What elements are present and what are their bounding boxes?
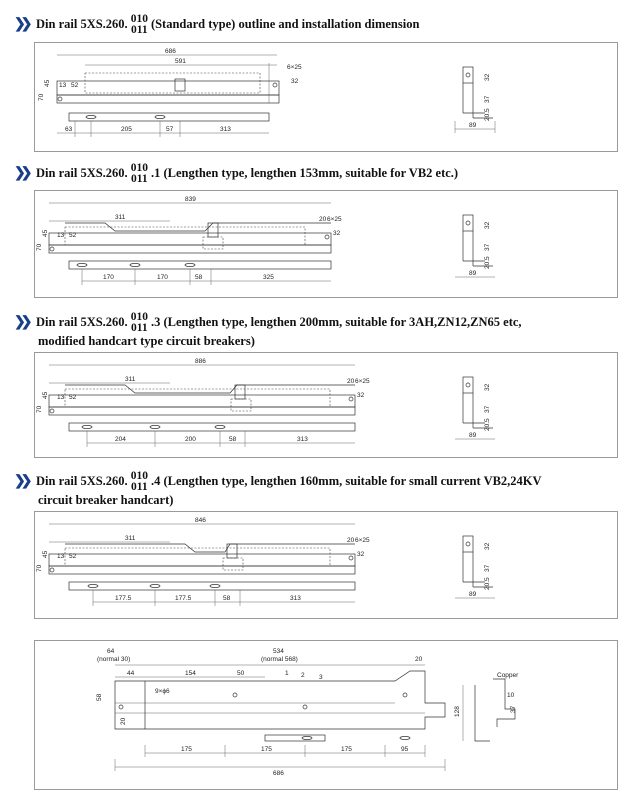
svg-text:311: 311: [125, 376, 136, 383]
svg-text:686: 686: [273, 770, 284, 777]
svg-text:1: 1: [285, 670, 289, 677]
section-1-heading: [14, 14, 419, 36]
svg-text:20.5: 20.5: [484, 577, 491, 590]
svg-text:20.5: 20.5: [484, 418, 491, 431]
svg-text:311: 311: [125, 535, 136, 542]
dim-h1: 70: [38, 93, 45, 101]
rail-drawing-1: [35, 43, 619, 153]
svg-text:20: 20: [120, 717, 127, 725]
dim-inner: 591: [175, 58, 186, 65]
svg-text:32: 32: [484, 542, 491, 550]
heading-prefix: Din rail 5XS.260.: [36, 16, 128, 31]
svg-text:70: 70: [36, 564, 43, 572]
svg-text:6×25: 6×25: [355, 378, 370, 385]
double-chevron-icon: ❯❯: [14, 314, 28, 330]
drawing-panel-bottom: [34, 640, 618, 790]
svg-text:20.5: 20.5: [484, 108, 491, 121]
dim-b4: 313: [220, 126, 231, 133]
svg-text:170: 170: [157, 274, 168, 281]
svg-text:(normal 30): (normal 30): [97, 656, 131, 663]
svg-text:128: 128: [454, 706, 461, 717]
dim-total: 686: [165, 48, 176, 55]
svg-text:9×ϕ6: 9×ϕ6: [155, 688, 170, 695]
svg-text:45: 45: [42, 229, 49, 237]
drawing-panel-1: [34, 42, 618, 152]
double-chevron-icon: ❯❯: [14, 165, 28, 181]
svg-text:200: 200: [185, 436, 196, 443]
drawing-panel-3: [34, 352, 618, 458]
svg-text:50: 50: [237, 670, 245, 677]
rail-drawing-4: [35, 512, 619, 620]
heading-title-line2: modified handcart type circuit breakers): [38, 334, 255, 348]
svg-text:37: 37: [484, 95, 491, 103]
dim-d2: 52: [71, 82, 79, 89]
dim-d1: 13: [59, 82, 67, 89]
dim-hole: 6×25: [287, 64, 302, 71]
svg-text:6×25: 6×25: [355, 537, 370, 544]
svg-text:58: 58: [195, 274, 203, 281]
svg-text:70: 70: [36, 405, 43, 413]
svg-text:175: 175: [341, 746, 352, 753]
svg-text:886: 886: [195, 358, 206, 365]
svg-text:313: 313: [290, 595, 301, 602]
svg-text:89: 89: [469, 432, 477, 439]
svg-text:45: 45: [42, 391, 49, 399]
section-4-heading: ❯❯ Din rail 5XS.260. 010 011 .4 (Lengthen type, lengthen 160mm, suitable for small current VB2,24KV circuit breaker handcart): [14, 470, 542, 507]
svg-text:37: 37: [510, 705, 517, 713]
svg-text:52: 52: [69, 232, 77, 239]
svg-text:175: 175: [261, 746, 272, 753]
svg-text:37: 37: [484, 405, 491, 413]
svg-text:20: 20: [347, 378, 355, 385]
svg-text:20: 20: [347, 537, 355, 544]
svg-text:175: 175: [181, 746, 192, 753]
svg-text:32: 32: [357, 392, 365, 399]
svg-text:44: 44: [127, 670, 135, 677]
heading-title: (Standard type) outline and installation dimension: [150, 16, 420, 31]
rail-drawing-3: [35, 353, 619, 459]
side-profile: [455, 377, 495, 439]
svg-text:37: 37: [484, 564, 491, 572]
side-profile: [455, 536, 495, 598]
heading-title-line2: circuit breaker handcart): [38, 493, 174, 507]
svg-text:2: 2: [301, 672, 305, 679]
svg-text:32: 32: [357, 551, 365, 558]
svg-text:58: 58: [223, 595, 231, 602]
svg-text:204: 204: [115, 436, 126, 443]
svg-text:32: 32: [484, 383, 491, 391]
svg-text:10: 10: [507, 692, 515, 699]
dim-b2: 205: [121, 126, 132, 133]
svg-text:6×25: 6×25: [327, 216, 342, 223]
dim-h2: 45: [44, 79, 51, 87]
svg-text:534: 534: [273, 648, 284, 655]
double-chevron-icon: ❯❯: [14, 473, 28, 489]
svg-text:20.5: 20.5: [484, 256, 491, 269]
side-profile: [455, 215, 495, 277]
svg-text:45: 45: [42, 550, 49, 558]
drawing-panel-2: [34, 190, 618, 298]
rail-drawing-2: [35, 191, 619, 299]
svg-text:Copper: Copper: [497, 672, 519, 679]
dim-b3: 57: [166, 126, 174, 133]
svg-text:3: 3: [319, 674, 323, 681]
svg-text:89: 89: [469, 122, 477, 129]
svg-text:32: 32: [484, 73, 491, 81]
svg-text:20: 20: [415, 656, 423, 663]
section-3-heading: ❯❯ Din rail 5XS.260. 010 011 .3 (Lengthen type, lengthen 200mm, suitable for 3AH,ZN12,ZN65 etc, modified handcart type circuit breakers): [14, 311, 522, 348]
svg-text:52: 52: [69, 394, 77, 401]
double-chevron-icon: ❯❯: [14, 16, 28, 32]
drawing-panel-4: [34, 511, 618, 619]
heading-fraction: 010 011: [130, 13, 148, 36]
heading-title: .4 (Lengthen type, lengthen 160mm, suitable for small current VB2,24KV: [150, 473, 542, 488]
svg-text:177.5: 177.5: [115, 595, 132, 602]
svg-text:58: 58: [96, 693, 103, 701]
svg-text:13: 13: [57, 553, 65, 560]
svg-text:89: 89: [469, 270, 477, 277]
svg-text:13: 13: [57, 232, 65, 239]
section-2-heading: ❯❯ Din rail 5XS.260. 010 011 .1 (Lengthen type, lengthen 153mm, suitable for VB2 etc.): [14, 162, 459, 185]
svg-text:95: 95: [401, 746, 409, 753]
svg-text:52: 52: [69, 553, 77, 560]
svg-text:839: 839: [185, 196, 196, 203]
svg-text:177.5: 177.5: [175, 595, 192, 602]
svg-text:170: 170: [103, 274, 114, 281]
svg-text:313: 313: [297, 436, 308, 443]
svg-text:154: 154: [185, 670, 196, 677]
svg-text:32: 32: [333, 230, 341, 237]
svg-text:13: 13: [57, 394, 65, 401]
side-profile: [455, 67, 495, 133]
heading-title: .3 (Lengthen type, lengthen 200mm, suitable for 3AH,ZN12,ZN65 etc,: [150, 314, 522, 329]
svg-text:89: 89: [469, 591, 477, 598]
svg-text:64: 64: [107, 648, 115, 655]
svg-text:311: 311: [115, 214, 126, 221]
svg-text:846: 846: [195, 517, 206, 524]
svg-text:58: 58: [229, 436, 237, 443]
dim-b1: 63: [65, 126, 73, 133]
svg-text:32: 32: [484, 221, 491, 229]
svg-text:70: 70: [36, 243, 43, 251]
svg-text:(normal 568): (normal 568): [261, 656, 298, 663]
svg-text:32: 32: [291, 78, 299, 85]
svg-text:20: 20: [319, 216, 327, 223]
svg-text:37: 37: [484, 243, 491, 251]
plate-drawing: [35, 641, 619, 791]
heading-title: .1 (Lengthen type, lengthen 153mm, suitable for VB2 etc.): [150, 165, 459, 180]
svg-text:325: 325: [263, 274, 274, 281]
